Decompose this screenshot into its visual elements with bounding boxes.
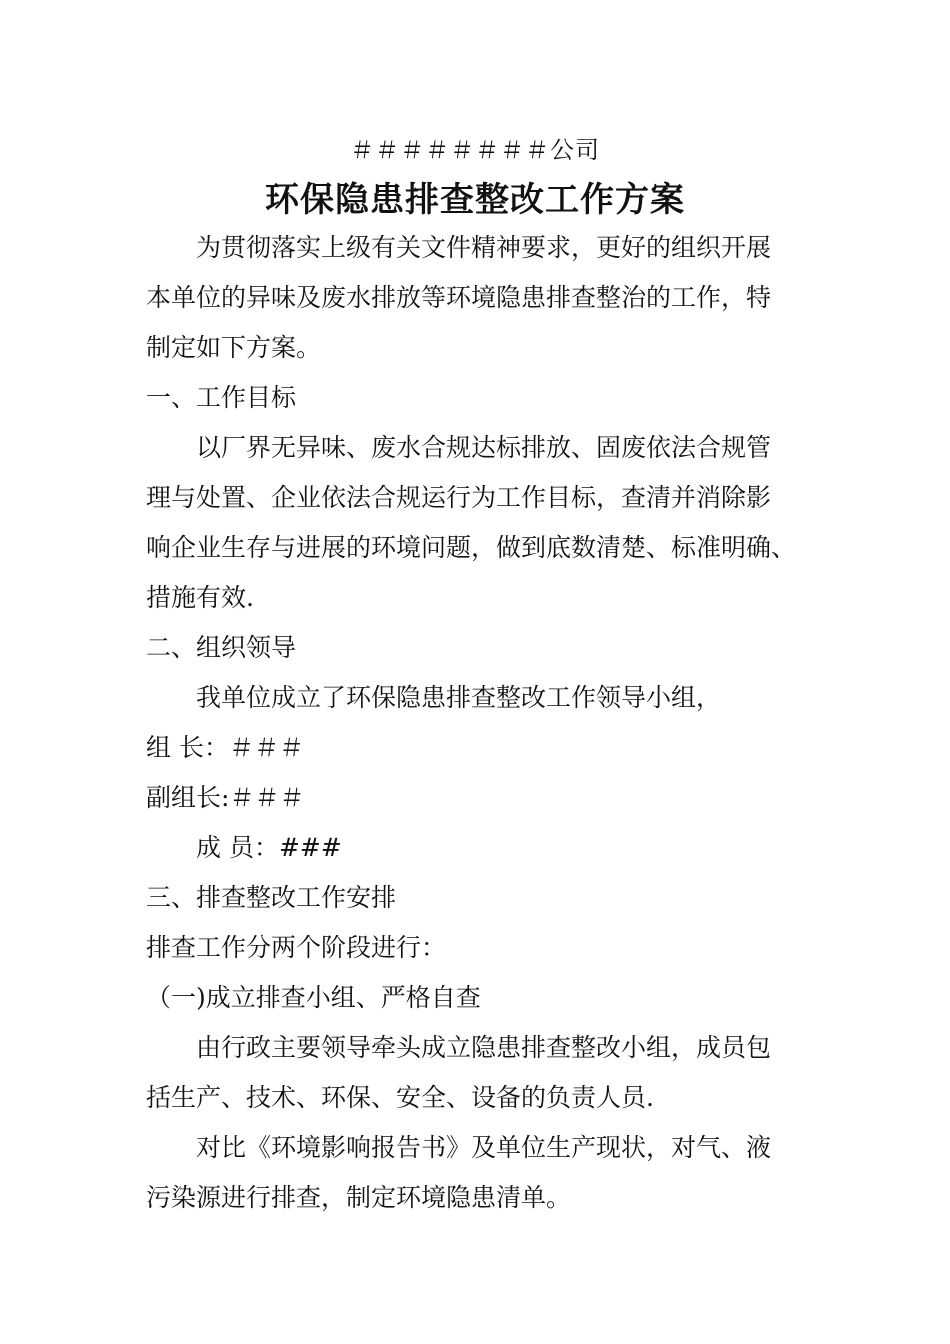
paragraph-line: 为贯彻落实上级有关文件精神要求，更好的组织开展 — [196, 233, 772, 262]
paragraph-line: 以厂界无异味、废水合规达标排放、固废依法合规管 — [196, 433, 772, 462]
section-heading: 一、工作目标 — [146, 383, 297, 412]
paragraph-line: 括生产、技术、环保、安全、设备的负责人员. — [146, 1083, 654, 1112]
leader-line: 组 长：＃＃＃ — [146, 733, 304, 762]
paragraph-line: 污染源进行排查，制定环境隐患清单。 — [146, 1183, 572, 1212]
paragraph-line: 对比《环境影响报告书》及单位生产现状，对气、液 — [196, 1133, 772, 1162]
section-heading: 二、组织领导 — [146, 633, 297, 662]
document-title: 环保隐患排查整改工作方案 — [265, 180, 685, 220]
paragraph-line: 排查工作分两个阶段进行： — [146, 933, 447, 962]
paragraph-line: 制定如下方案。 — [146, 333, 322, 362]
paragraph-line: 本单位的异味及废水排放等环境隐患排查整治的工作，特 — [146, 283, 772, 312]
paragraph-line: 响企业生存与进展的环境问题，做到底数清楚、标准明确、 — [146, 533, 797, 562]
deputy-leader-line: 副组长:＃＃＃ — [146, 783, 305, 812]
section-heading: 三、排查整改工作安排 — [146, 883, 397, 912]
company-name: ＃＃＃＃＃＃＃＃公司 — [350, 136, 600, 164]
paragraph-line: 措施有效. — [146, 583, 254, 612]
members-line: 成 员：### — [196, 833, 342, 862]
paragraph-line: 由行政主要领导牵头成立隐患排查整改小组，成员包 — [196, 1033, 772, 1062]
subsection-heading: （一)成立排查小组、严格自查 — [146, 983, 481, 1012]
paragraph-line: 我单位成立了环保隐患排查整改工作领导小组， — [196, 683, 722, 712]
paragraph-line: 理与处置、企业依法合规运行为工作目标，查清并消除影 — [146, 483, 772, 512]
